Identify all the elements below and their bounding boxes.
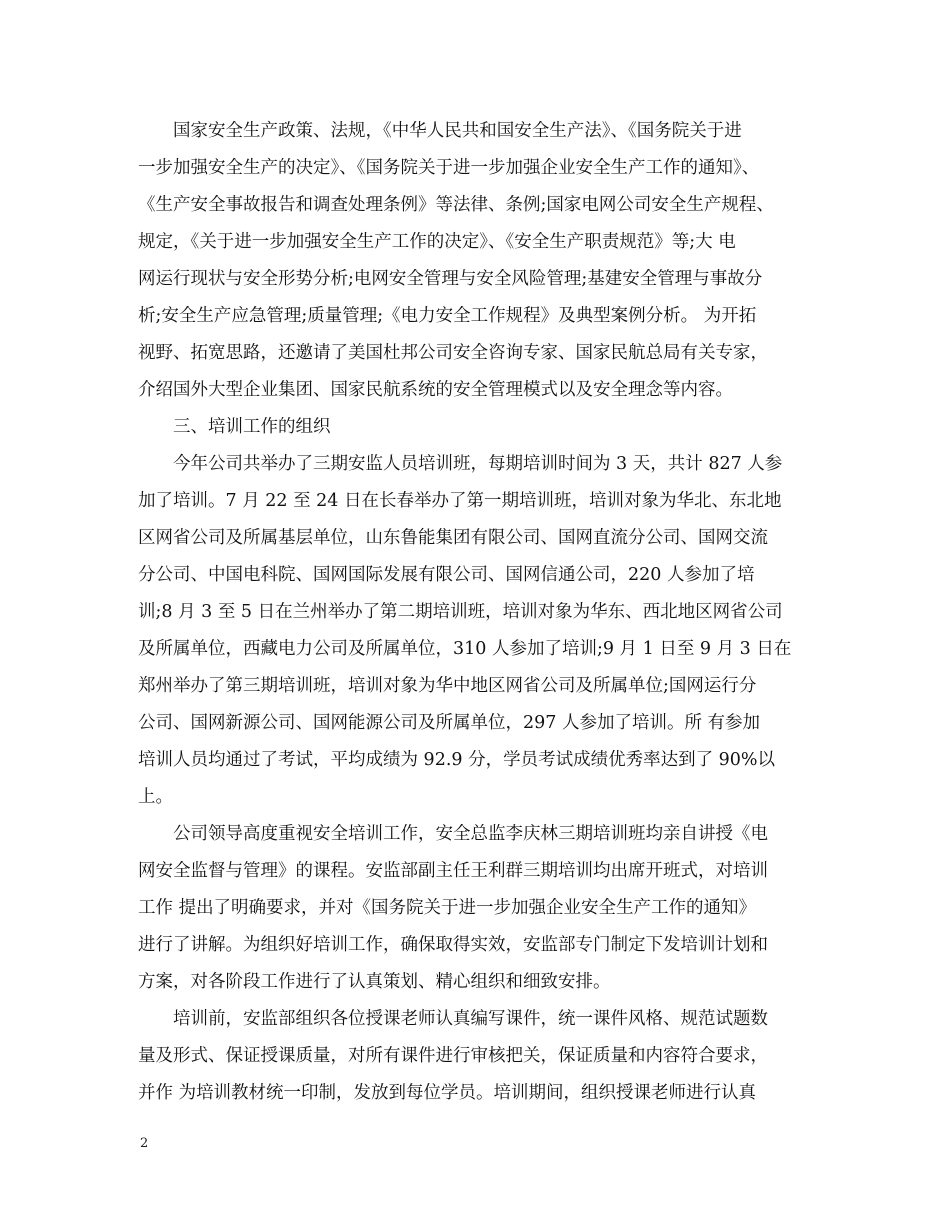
text-line: 区网省公司及所属基层单位，山东鲁能集团有限公司、国网直流分公司、国网交流 [138,528,768,548]
text-line: 训;8 月 3 至 5 日在兰州举办了第二期培训班，培训对象为华东、西北地区网省公司 [138,602,783,622]
text-line: 网运行现状与安全形势分析;电网安全管理与安全风险管理;基建安全管理与事故分 [138,269,763,289]
text-line: 公司领导高度重视安全培训工作，安全总监李庆林三期培训班均亲自讲授《电 [138,824,768,844]
text-line: 加了培训。7 月 22 至 24 日在长春举办了第一期培训班，培训对象为华北、东北地 [138,491,782,511]
text-line: 今年公司共举办了三期安监人员培训班，每期培训时间为 3 天，共计 827 人参 [138,454,783,474]
text-line: 培训人员均通过了考试，平均成绩为 92.9 分，学员考试成绩优秀率达到了 90%以 [138,750,776,770]
page-number: 2 [140,1136,149,1151]
text-line: 上。 [138,787,173,807]
text-line: 公司、国网新源公司、国网能源公司及所属单位，297 人参加了培训。所 有参加 [138,713,761,733]
text-line: 及所属单位，西藏电力公司及所属单位，310 人参加了培训;9 月 1 日至 9 月 3 日在 [138,639,792,659]
text-line: 网安全监督与管理》的课程。安监部副主任王利群三期培训均出席开班式，对培训 [138,861,768,881]
text-line: 一步加强安全生产的决定》、《国务院关于进一步加强企业安全生产工作的通知》、 [138,158,760,178]
text-line: 《生产安全事故报告和调查处理条例》等法律、条例;国家电网公司安全生产规程、 [138,195,774,215]
text-line: 分公司、中国电科院、国网国际发展有限公司、国网信通公司，220 人参加了培 [138,565,755,585]
text-line: 培训前，安监部组织各位授课老师认真编写课件，统一课件风格、规范试题数 [138,1009,768,1029]
text-line: 量及形式、保证授课质量，对所有课件进行审核把关，保证质量和内容符合要求， [138,1046,768,1066]
text-line: 进行了讲解。为组织好培训工作，确保取得实效，安监部专门制定下发培训计划和 [138,935,768,955]
text-line: 规定，《关于进一步加强安全生产工作的决定》、《安全生产职责规范》等;大 电 [138,232,736,252]
text-line: 视野、拓宽思路，还邀请了美国杜邦公司安全咨询专家、国家民航总局有关专家， [138,343,768,363]
text-line: 介绍国外大型企业集团、国家民航系统的安全管理模式以及安全理念等内容。 [138,380,733,400]
text-line: 工作 提出了明确要求，并对《国务院关于进一步加强企业安全生产工作的通知》 [138,898,757,918]
text-line: 郑州举办了第三期培训班，培训对象为华中地区网省公司及所属单位;国网运行分 [138,676,757,696]
text-line: 析;安全生产应急管理;质量管理;《电力安全工作规程》及典型案例分析。 为开拓 [138,306,757,326]
text-line: 国家安全生产政策、法规，《中华人民共和国安全生产法》、《国务院关于进 [138,121,742,141]
text-line: 并作 为培训教材统一印制，发放到每位学员。培训期间，组织授课老师进行认真 [138,1083,757,1103]
section-heading: 三、培训工作的组织 [138,417,331,437]
text-line: 方案，对各阶段工作进行了认真策划、精心组织和细致安排。 [138,972,611,992]
